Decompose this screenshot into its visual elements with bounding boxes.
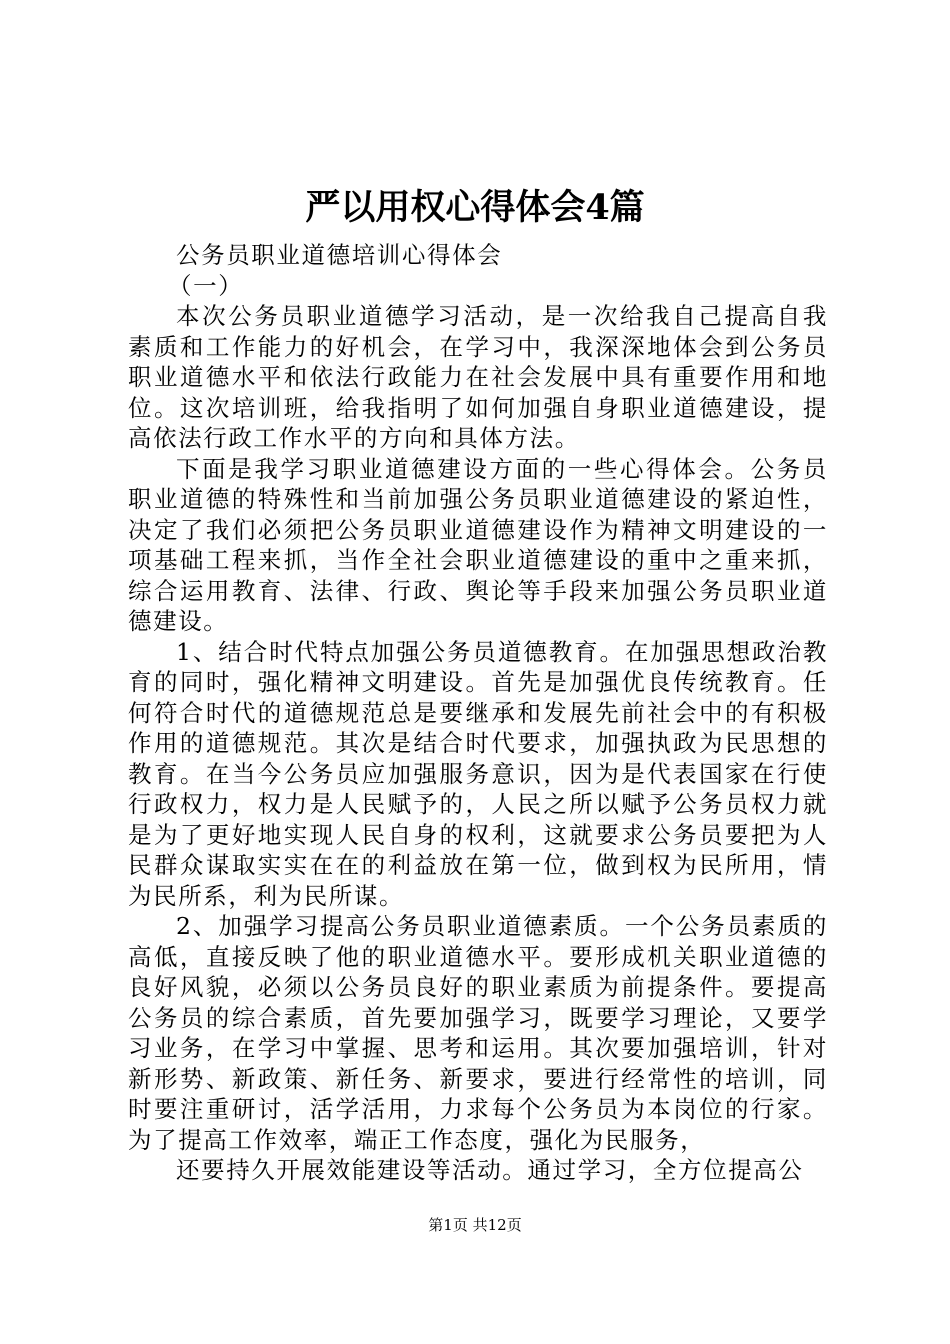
section-marker: （一） <box>168 271 244 300</box>
subtitle: 公务员职业道德培训心得体会 <box>176 241 503 269</box>
paragraph-5: 还要持久开展效能建设等活动。通过学习，全方位提高公 <box>176 1156 804 1184</box>
document-body <box>128 240 828 1186</box>
paragraph-2: 下面是我学习职业道德建设方面的一些心得体会。公务员职业道德的特殊性和当前加强公务员职业道德建设的紧迫性，决定了我们必须把公务员职业道德建设作为精神文明建设的一项基础工程来抓，当作全社会职业道德建设的重中之重来抓，综合运用教育、法律、行政、舆论等手段来加强公务员职业道德建设。 <box>128 454 828 635</box>
paragraph-1: 本次公务员职业道德学习活动，是一次给我自己提高自我素质和工作能力的好机会，在学习中，我深深地体会到公务员职业道德水平和依法行政能力在社会发展中具有重要作用和地位。这次培训班，给我指明了如何加强自身职业道德建设，提高依法行政工作水平的方向和具体方法。 <box>128 302 828 452</box>
document-title: 严以用权心得体会4篇 <box>305 187 645 228</box>
page-footer: 第1页 共12页 <box>428 1216 522 1234</box>
paragraph-4: 2、加强学习提高公务员职业道德素质。一个公务员素质的高低，直接反映了他的职业道德水平。要形成机关职业道德的良好风貌，必须以公务员良好的职业素质为前提条件。要提高公务员的综合素质，首先要加强学习，既要学习理论，又要学习业务，在学习中掌握、思考和运用。其次要加强培训，针对新形势、新政策、新任务、新要求，要进行经常性的培训，同时要注重研讨，活学活用，力求每个公务员为本岗位的行家。为了提高工作效率，端正工作态度，强化为民服务， <box>128 912 828 1154</box>
paragraph-3: 1、结合时代特点加强公务员道德教育。在加强思想政治教育的同时，强化精神文明建设。首先是加强优良传统教育。任何符合时代的道德规范总是要继承和发展先前社会中的有积极作用的道德规范。其次是结合时代要求，加强执政为民思想的教育。在当今公务员应加强服务意识，因为是代表国家在行使行政权力，权力是人民赋予的，人民之所以赋予公务员权力就是为了更好地实现人民自身的权利，这就要求公务员要把为人民群众谋取实实在在的利益放在第一位，做到权为民所用，情为民所系，利为民所谋。 <box>128 637 828 910</box>
